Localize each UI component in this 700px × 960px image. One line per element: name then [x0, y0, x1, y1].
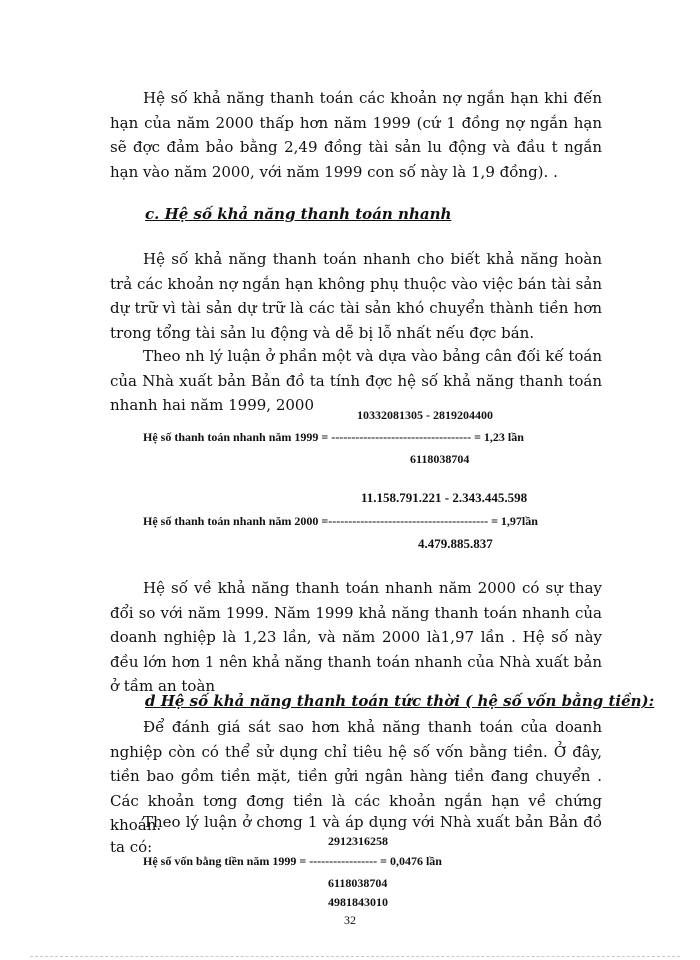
paragraph-cash-ratio-intro: Theo lý luận ở chơng 1 và áp dụng với Nhà xuất bản Bản đồ ta có:: [110, 813, 602, 856]
formula1-numerator: 10332081305 - 2819204400: [357, 408, 493, 422]
paragraph-quick-ratio-comparison: Hệ số về khả năng thanh toán nhanh năm 2000 có sự thay đổi so với năm 1999. Năm 1999 khả năng thanh toán nhanh của doanh nghiệp là 1,23 lần, và năm 2000 là1,97 lần . Hệ số này đều lớn hơn 1 nên khả năng thanh toán nhanh của Nhà xuất bản ở tầm an toàn: [110, 579, 602, 695]
formula3-denominator: 6118038704: [328, 876, 388, 890]
heading-cash-ratio: [145, 692, 654, 710]
formula2-denominator: 4.479.885.837: [418, 536, 493, 551]
page-number: 32: [344, 913, 356, 927]
formula3-numerator: 2912316258: [328, 834, 388, 848]
formula2-equation: Hệ số thanh toán nhanh năm 2000 =---------------------------------------- = 1,97lần: [143, 514, 538, 528]
paragraph-short-term-ratio: Hệ số khả năng thanh toán các khoản nợ ngắn hạn khi đến hạn của năm 2000 thấp hơn năm 1999 (cứ 1 đồng nợ ngắn hạn sẽ đợc đảm bảo bằng 2,49 đồng tài sản lu động và đầu t ngắn hạn vào năm 2000, với năm 1999 con số này là 1,9 đồng). .: [110, 89, 602, 181]
paragraph-cash-ratio-definition: Để đánh giá sát sao hơn khả năng thanh toán của doanh nghiệp còn có thể sử dụng chỉ tiêu hệ số vốn bằng tiền. Ở đây, tiền bao gồm tiền mặt, tiền gửi ngân hàng tiền đang chuyển . Các khoản tơng đơng tiền là các khoản ngắn hạn về chứng khoán.: [110, 718, 602, 834]
heading-d-title: Hệ số khả năng thanh toán tức thời ( hệ số vốn bằng tiền):: [160, 692, 655, 710]
formula3-extra-value: 4981843010: [328, 895, 388, 909]
paragraph-quick-ratio-definition: Hệ số khả năng thanh toán nhanh cho biết khả năng hoàn trả các khoản nợ ngắn hạn không phụ thuộc vào việc bán tài sản dự trữ vì tài sản dự trữ là các tài sản khó chuyển thành tiền hơn trong tổng tài sản lu động và dễ bị lỗ nhất nếu đợc bán.: [110, 250, 602, 342]
heading-c-title: Hệ số khả năng thanh toán nhanh: [164, 205, 452, 223]
heading-c-prefix: c.: [145, 205, 165, 223]
heading-d-prefix: d: [145, 692, 161, 710]
paragraph-quick-ratio-calculation: Theo nh lý luận ở phần một và dựa vào bảng cân đối kế toán của Nhà xuất bản Bản đồ ta tính đợc hệ số khả năng thanh toán nhanh hai năm 1999, 2000: [110, 347, 602, 414]
formula3-equation: Hệ số vốn bằng tiền năm 1999 = ----------------- = 0,0476 lần: [143, 854, 442, 868]
heading-quick-ratio: [145, 205, 451, 223]
formula1-equation: Hệ số thanh toán nhanh năm 1999 = ----------------------------------- = 1,23 lần: [143, 430, 524, 444]
formula1-denominator: 6118038704: [410, 452, 470, 466]
page-bottom-divider: [30, 956, 680, 957]
formula2-numerator: 11.158.791.221 - 2.343.445.598: [361, 490, 528, 505]
